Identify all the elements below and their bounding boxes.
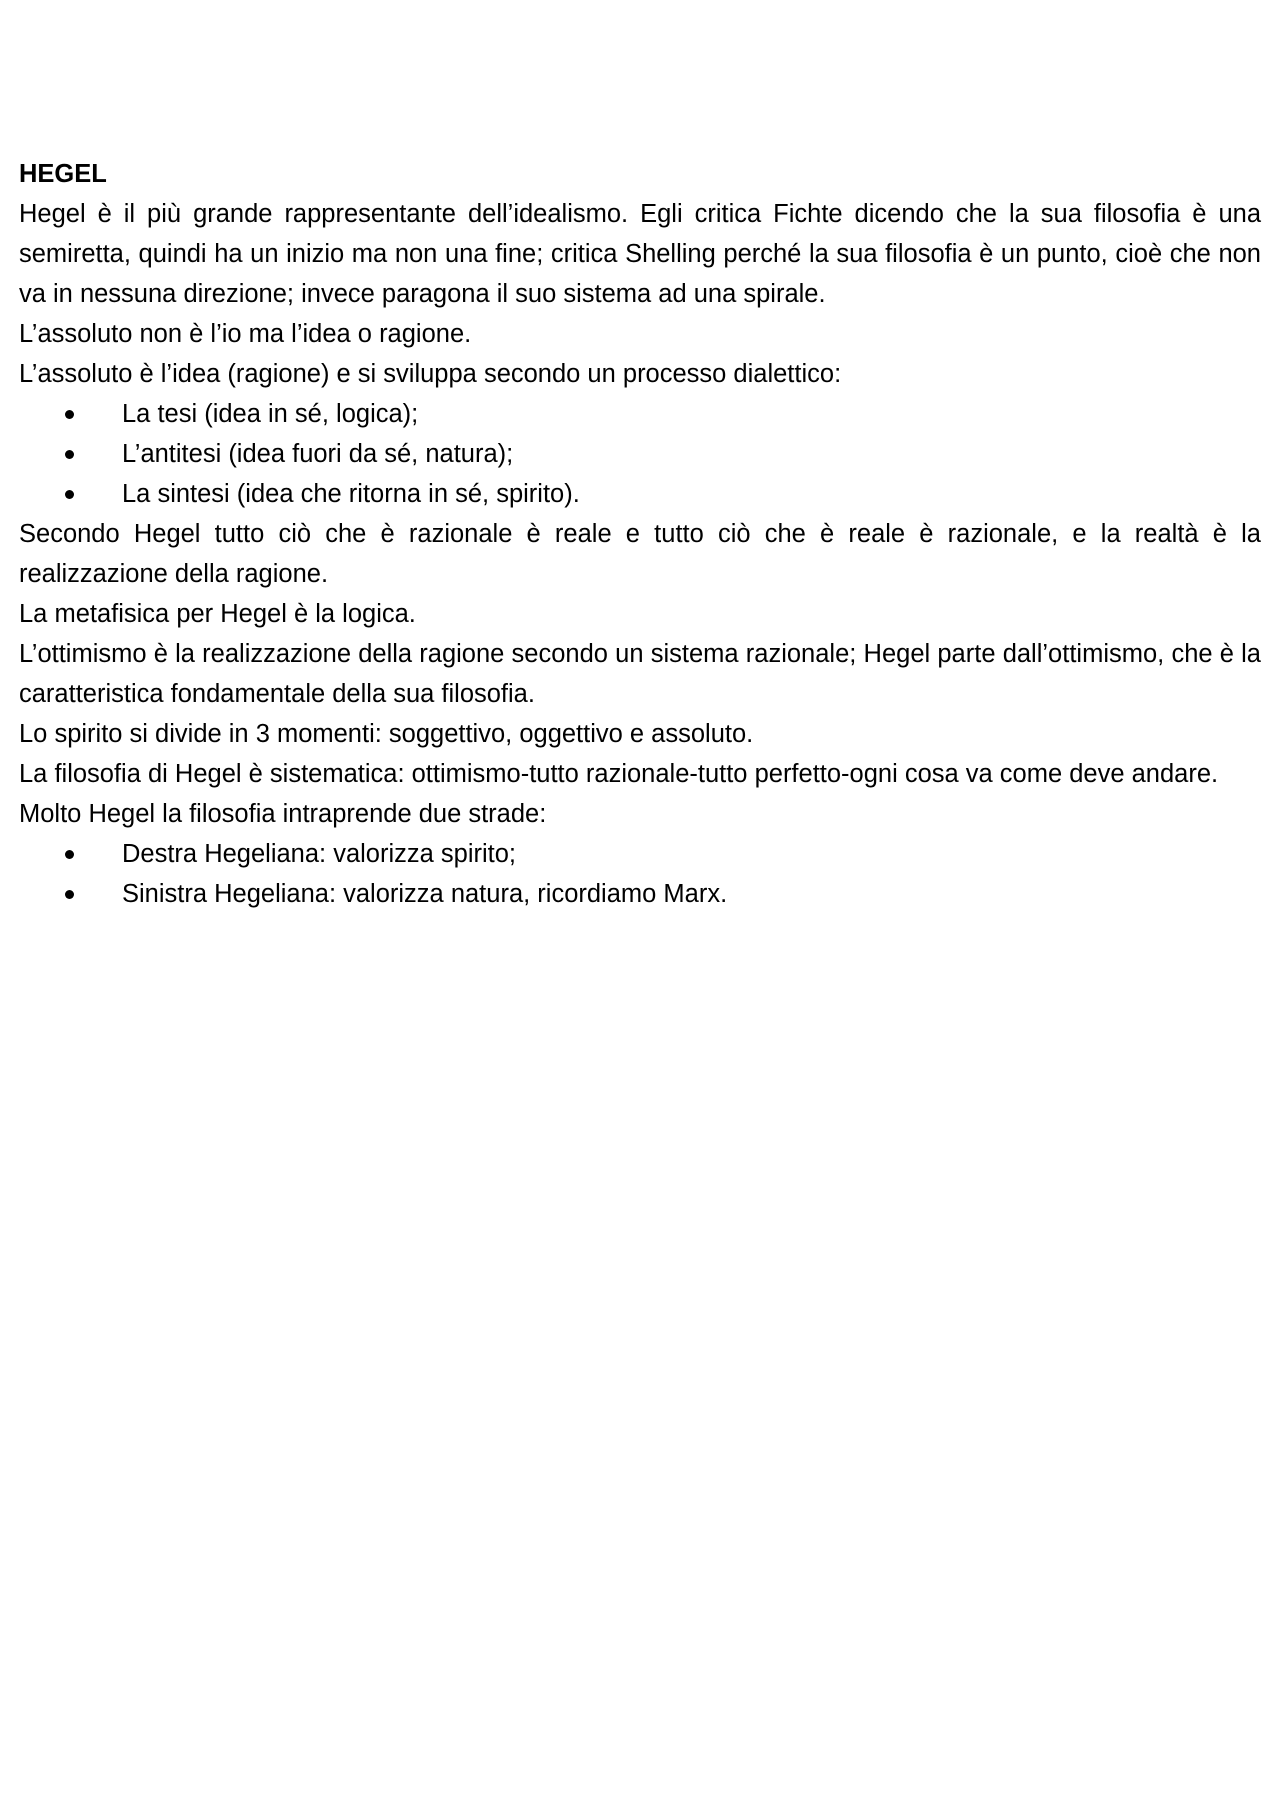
list-item [19, 834, 1261, 874]
bullet-icon [65, 850, 74, 859]
document-title: HEGEL [19, 160, 107, 188]
dialectic-list [19, 394, 1261, 514]
bullet-icon [65, 890, 74, 899]
list-item-text: Destra Hegeliana: valorizza spirito; [122, 840, 517, 868]
list-item [19, 394, 1261, 434]
list-item-text: L’antitesi (idea fuori da sé, natura); [122, 440, 514, 468]
document-page [19, 154, 1261, 914]
paragraph-razionale-reale: Secondo Hegel tutto ciò che è razionale è reale e tutto ciò che è reale è razionale, e la realtà è la realizzazione della ragione. [19, 520, 1261, 588]
bullet-icon [65, 450, 74, 459]
bullet-icon [65, 410, 74, 419]
list-item-text: La sintesi (idea che ritorna in sé, spirito). [122, 480, 580, 508]
list-item [19, 874, 1261, 914]
hegelian-schools-list [19, 834, 1261, 914]
paragraph-ottimismo: L’ottimismo è la realizzazione della ragione secondo un sistema razionale; Hegel parte dall’ottimismo, che è la caratteristica fondamentale della sua filosofia. [19, 640, 1261, 708]
list-item [19, 434, 1261, 474]
paragraph-metafisica: La metafisica per Hegel è la logica. [19, 600, 416, 628]
list-item-text: Sinistra Hegeliana: valorizza natura, ricordiamo Marx. [122, 880, 728, 908]
list-item-text: La tesi (idea in sé, logica); [122, 400, 419, 428]
paragraph-sistematica: La filosofia di Hegel è sistematica: ottimismo-tutto razionale-tutto perfetto-ogni cosa va come deve andare. [19, 760, 1219, 788]
paragraph-spirito-momenti: Lo spirito si divide in 3 momenti: soggettivo, oggettivo e assoluto. [19, 720, 754, 748]
paragraph-due-strade: Molto Hegel la filosofia intraprende due strade: [19, 800, 547, 828]
paragraph-processo-dialettico: L’assoluto è l’idea (ragione) e si sviluppa secondo un processo dialettico: [19, 360, 842, 388]
paragraph-assoluto-io: L’assoluto non è l’io ma l’idea o ragione. [19, 320, 472, 348]
list-item [19, 474, 1261, 514]
bullet-icon [65, 490, 74, 499]
paragraph-intro: Hegel è il più grande rappresentante dell’idealismo. Egli critica Fichte dicendo che la sua filosofia è una semiretta, quindi ha un inizio ma non una fine; critica Shelling perché la sua filosofia è un punto, cioè che non va in nessuna direzione; invece paragona il suo sistema ad una spirale. [19, 200, 1261, 308]
